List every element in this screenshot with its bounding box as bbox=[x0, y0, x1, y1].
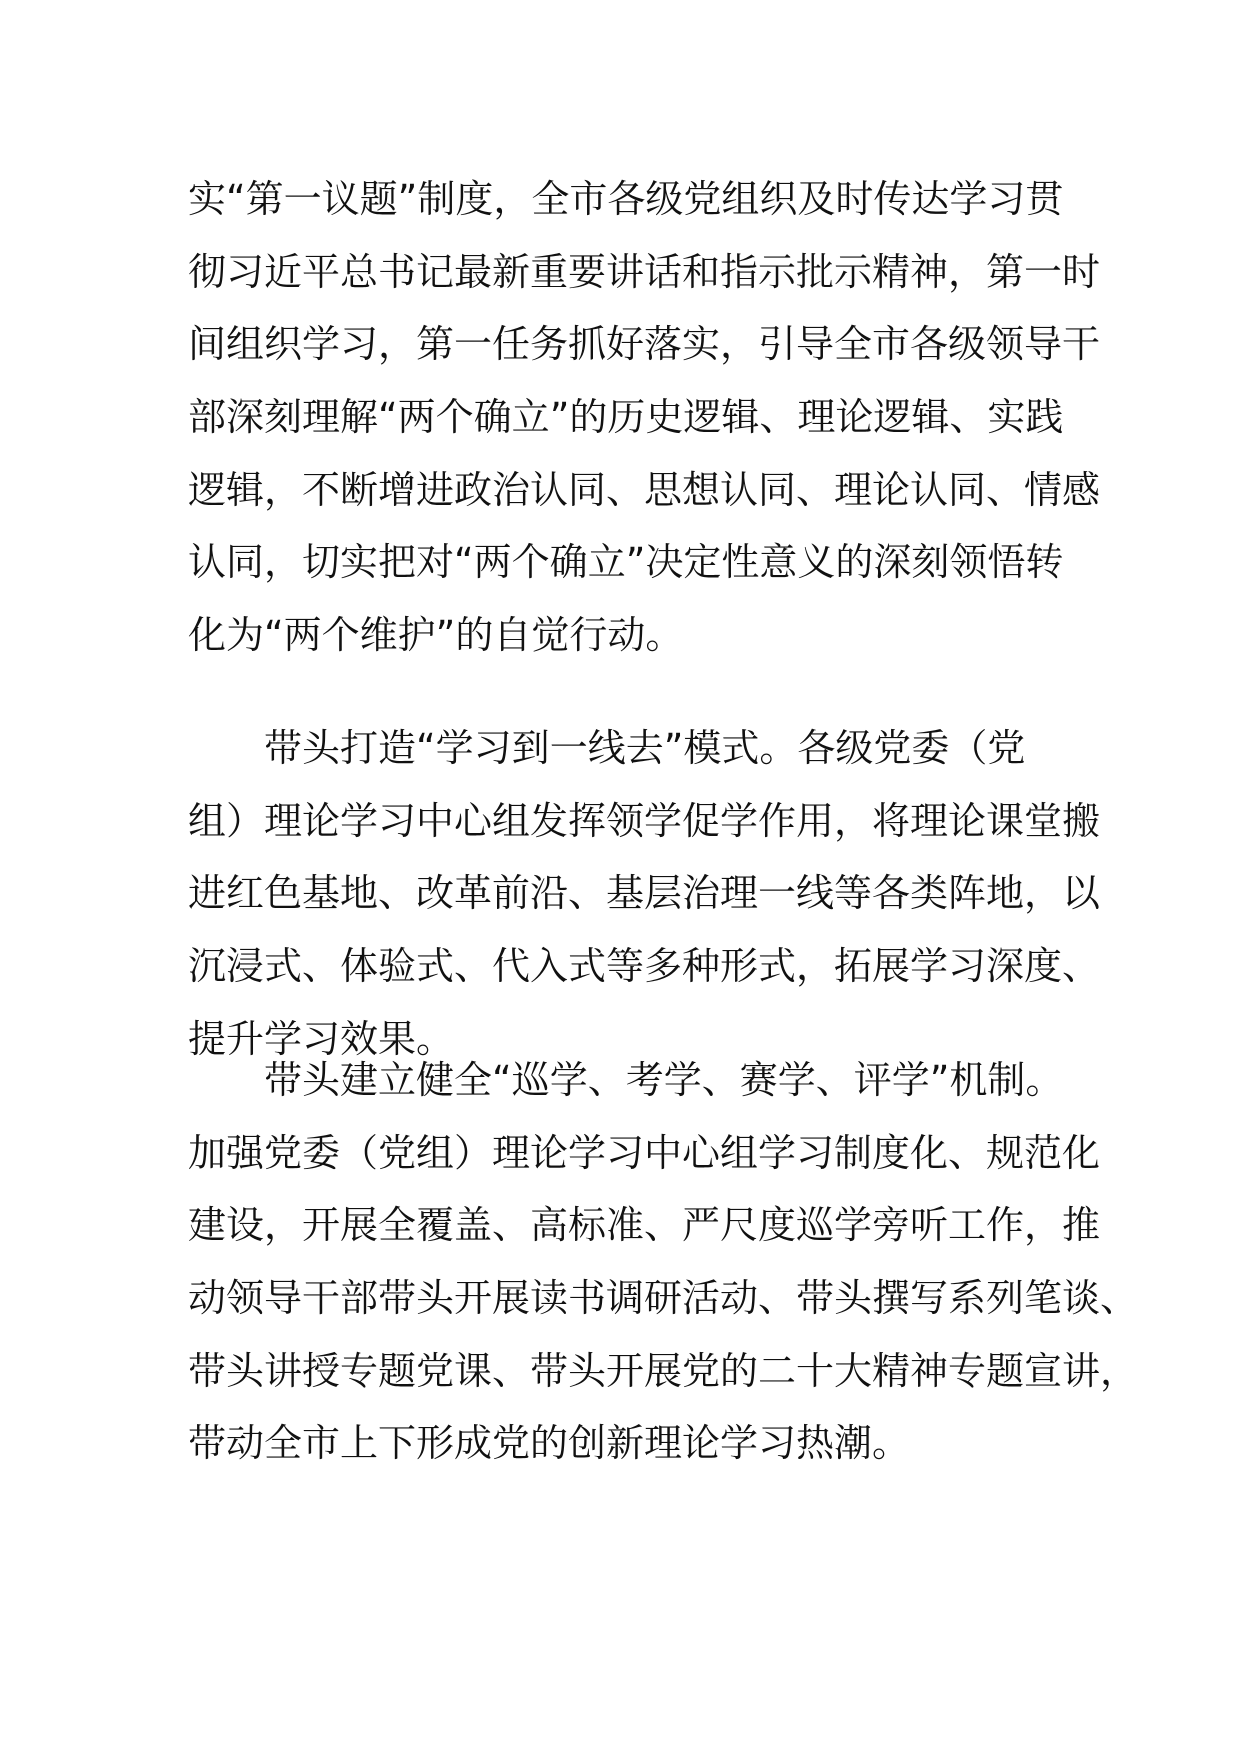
text-line: 沉浸式、体验式、代入式等多种形式，拓展学习深度、 bbox=[188, 944, 1101, 989]
text-line: 带头讲授专题党课、带头开展党的二十大精神专题宣讲， bbox=[188, 1348, 1139, 1393]
text-line: 建设，开展全覆盖、高标准、严尺度巡学旁听工作，推 bbox=[188, 1203, 1101, 1248]
paragraph-2 bbox=[188, 712, 1100, 1075]
text-line: 带动全市上下形成党的创新理论学习热潮。 bbox=[188, 1421, 911, 1466]
text-line: 动领导干部带头开展读书调研活动、带头撰写系列笔谈、 bbox=[188, 1276, 1139, 1321]
text-line: 彻习近平总书记最新重要讲话和指示批示精神，第一时 bbox=[188, 249, 1101, 294]
text-line: 认同，切实把对“两个确立”决定性意义的深刻领悟转 bbox=[188, 540, 1064, 585]
text-line: 间组织学习，第一任务抓好落实，引导全市各级领导干 bbox=[188, 322, 1101, 367]
text-line: 加强党委（党组）理论学习中心组学习制度化、规范化 bbox=[188, 1130, 1101, 1175]
text-line: 带头打造“学习到一线去”模式。各级党委（党 bbox=[188, 726, 1026, 770]
text-line: 部深刻理解“两个确立”的历史逻辑、理论逻辑、实践 bbox=[188, 395, 1064, 440]
text-line: 进红色基地、改革前沿、基层治理一线等各类阵地，以 bbox=[188, 871, 1101, 916]
text-line: 带头建立健全“巡学、考学、赛学、评学”机制。 bbox=[188, 1058, 1064, 1102]
text-line: 实“第一议题”制度，全市各级党组织及时传达学习贯 bbox=[188, 177, 1064, 221]
paragraph-1 bbox=[188, 163, 1100, 672]
paragraph-3 bbox=[188, 1044, 1138, 1480]
text-line: 逻辑，不断增进政治认同、思想认同、理论认同、情感 bbox=[188, 467, 1101, 512]
text-line: 提升学习效果。 bbox=[188, 1016, 455, 1061]
text-line: 组）理论学习中心组发挥领学促学作用，将理论课堂搬 bbox=[188, 798, 1101, 843]
text-line: 化为“两个维护”的自觉行动。 bbox=[188, 613, 684, 658]
